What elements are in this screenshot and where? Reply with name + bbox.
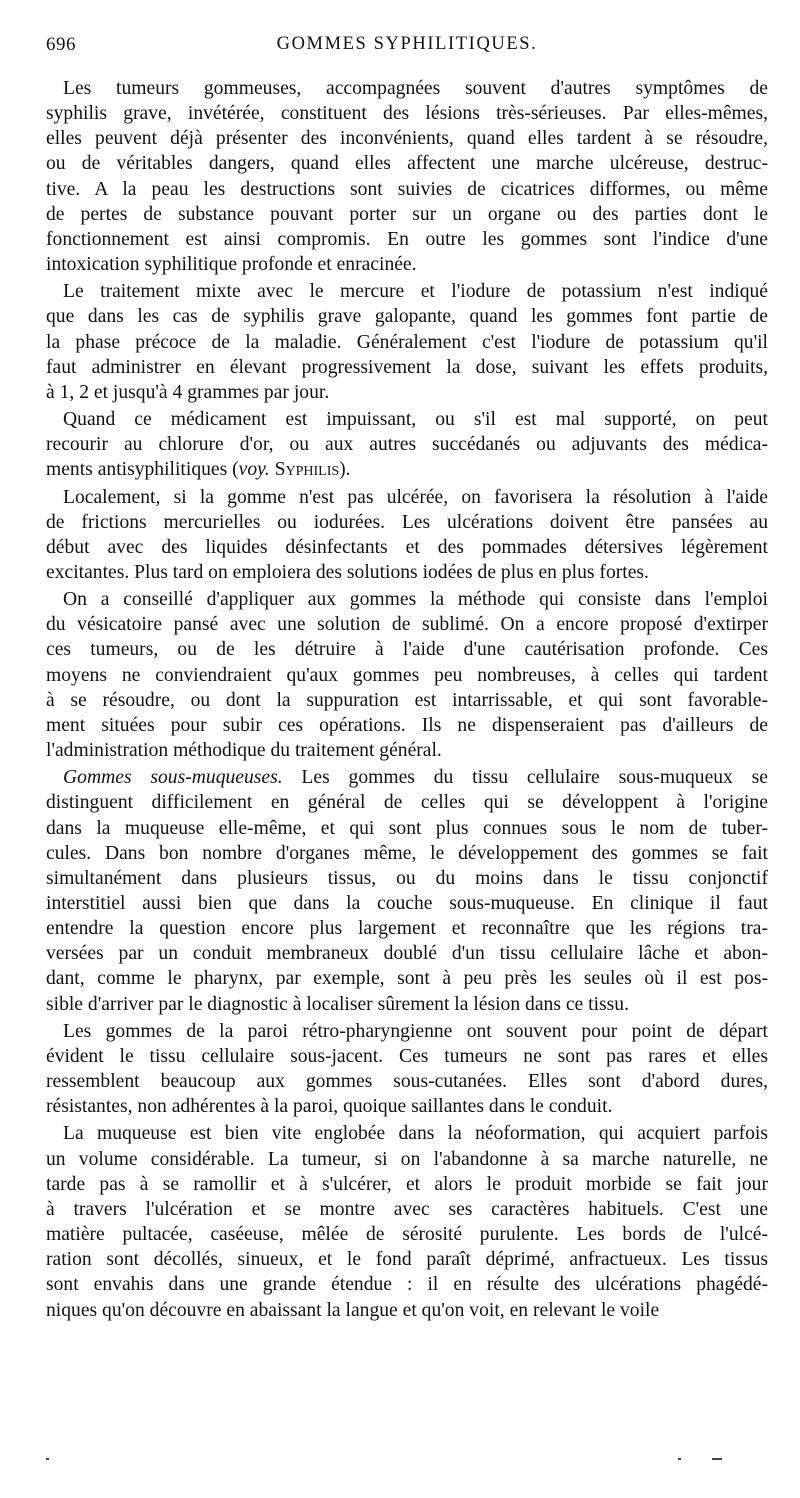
paragraph — [46, 765, 768, 1017]
text-line: la phase précoce de la maladie. Généralement c'est l'iodure de potassium qu'il — [46, 331, 768, 353]
text-line: elles peuvent déjà présenter des inconvénients, quand elles tardent à se résoudre, — [46, 128, 768, 150]
text-line: On a conseillé d'appliquer aux gommes la méthode qui consiste dans l'emploi — [63, 589, 768, 611]
paragraph — [46, 587, 768, 763]
text-line-rest: Les gommes du tissu cellulaire sous-muqueux se — [282, 767, 768, 789]
text-line: du vésicatoire pansé avec une solution de sublimé. On a encore proposé d'extirper — [46, 614, 768, 636]
text-line: ments antisyphilitiques (voy. Syphilis). — [46, 459, 351, 481]
text-line: Les gommes de la paroi rétro-pharyngienne ont souvent pour point de départ — [63, 1020, 768, 1042]
text-line: entendre la question encore plus largement et reconnaître que les régions tra- — [46, 918, 768, 940]
print-speck — [46, 1458, 49, 1460]
section-heading-inline: Gommes sous-muqueuses. — [63, 767, 283, 789]
text-line: excitantes. Plus tard on emploiera des solutions iodées de plus en plus fortes. — [46, 561, 649, 583]
text-line: intoxication syphilitique profonde et enracinée. — [46, 254, 417, 276]
text-line: simultanément dans plusieurs tissus, ou du moins dans le tissu conjonctif — [46, 867, 768, 889]
text-line: distinguent difficilement en général de celles qui se développent à l'origine — [46, 792, 768, 814]
text-line: fonctionnement est ainsi compromis. En outre les gommes sont l'indice d'une — [46, 228, 768, 250]
text-line: tarde pas à se ramollir et à s'ulcérer, et alors le produit morbide se fait jour — [46, 1173, 768, 1195]
text-line: La muqueuse est bien vite englobée dans la néoformation, qui acquiert parfois — [63, 1123, 768, 1145]
text-line: à 1, 2 et jusqu'à 4 grammes par jour. — [46, 381, 330, 403]
text-line: dant, comme le pharynx, par exemple, sont à peu près les seules où il est pos- — [46, 968, 768, 990]
text-line: versées par un conduit membraneux doublé d'un tissu cellulaire lâche et abon- — [46, 943, 768, 965]
page-header — [46, 34, 768, 58]
text-line: à travers l'ulcération et se montre avec ses caractères habituels. C'est une — [46, 1198, 768, 1220]
text-line: sible d'arriver par le diagnostic à localiser sûrement la lésion dans ce tissu. — [46, 993, 629, 1015]
text-line: recourir au chlorure d'or, ou aux autres succédanés ou adjuvants des médica- — [46, 434, 768, 456]
text-line: début avec des liquides désinfectants et des pommades détersives légèrement — [46, 536, 768, 558]
text-line: Les tumeurs gommeuses, accompagnées souvent d'autres symptômes de — [63, 78, 768, 99]
text-line: de pertes de substance pouvant porter sur un organe ou des parties dont le — [46, 203, 768, 225]
text-line: ration sont décollés, sinueux, et le fond paraît déprimé, anfractueux. Les tissus — [46, 1249, 768, 1271]
text-line: interstitiel aussi bien que dans la couche sous-muqueuse. En clinique il faut — [46, 893, 768, 914]
text-line: faut administrer en élevant progressivement la dose, suivant les effets produits, — [46, 356, 768, 378]
body-text — [46, 76, 768, 1325]
footer-specks — [46, 1458, 768, 1468]
text-line: ressemblent beaucoup aux gommes sous-cutanées. Elles sont d'abord dures, — [46, 1071, 768, 1093]
text-line: évident le tissu cellulaire sous-jacent. Ces tumeurs ne sont pas rares et elles — [46, 1045, 768, 1067]
print-speck — [712, 1458, 722, 1460]
print-speck — [678, 1458, 681, 1460]
text-line: sont envahis dans une grande étendue : il en résulte des ulcérations phagédé- — [46, 1274, 768, 1296]
page-number: 696 — [46, 34, 76, 55]
paragraph — [46, 76, 768, 277]
paragraph — [46, 1019, 768, 1120]
text-line — [46, 765, 768, 790]
text-line: niques qu'on découvre en abaissant la langue et qu'on voit, en relevant le voile — [46, 1299, 660, 1321]
text-line: ces tumeurs, ou de les détruire à l'aide d'une cautérisation profonde. Ces — [46, 639, 768, 661]
text-line: que dans les cas de syphilis grave galopante, quand les gommes font partie de — [46, 306, 768, 328]
text-line: résistantes, non adhérentes à la paroi, quoique saillantes dans le conduit. — [46, 1096, 613, 1118]
text-line: cules. Dans bon nombre d'organes même, le développement des gommes se fait — [46, 842, 768, 864]
text-line: Localement, si la gomme n'est pas ulcérée, on favorisera la résolution à l'aide — [63, 486, 768, 508]
text-line: ment situées pour subir ces opérations. Ils ne dispenseraient pas d'ailleurs de — [46, 714, 768, 736]
text-line: dans la muqueuse elle-même, et qui sont plus connues sous le nom de tuber- — [46, 817, 768, 839]
text-line: un volume considérable. La tumeur, si on l'abandonne à sa marche naturelle, ne — [46, 1148, 768, 1170]
text-line: de frictions mercurielles ou iodurées. Les ulcérations doivent être pansées au — [46, 511, 768, 533]
text-line: Quand ce médicament est impuissant, ou s'il est mal supporté, on peut — [63, 409, 768, 431]
text-line: matière pultacée, caséeuse, mêlée de sérosité purulente. Les bords de l'ulcé- — [46, 1224, 768, 1246]
text-line: à se résoudre, ou dont la suppuration est intarrissable, et qui sont favorable- — [46, 689, 768, 711]
text-line: moyens ne conviendraient qu'aux gommes peu nombreuses, à celles qui tardent — [46, 664, 768, 686]
paragraph — [46, 407, 768, 482]
paragraph — [46, 279, 768, 405]
text-line: Le traitement mixte avec le mercure et l'iodure de potassium n'est indiqué — [63, 281, 768, 303]
paragraph — [46, 485, 768, 586]
running-title: GOMMES SYPHILITIQUES. — [276, 34, 538, 54]
paragraph — [46, 1121, 768, 1322]
text-line: syphilis grave, invétérée, constituent des lésions très-sérieuses. Par elles-mêmes, — [46, 103, 768, 125]
text-line: tive. A la peau les destructions sont suivies de cicatrices difformes, ou même — [46, 178, 768, 200]
text-line: l'administration méthodique du traitement général. — [46, 740, 442, 762]
text-line: ou de véritables dangers, quand elles affectent une marche ulcéreuse, destruc- — [46, 153, 768, 175]
